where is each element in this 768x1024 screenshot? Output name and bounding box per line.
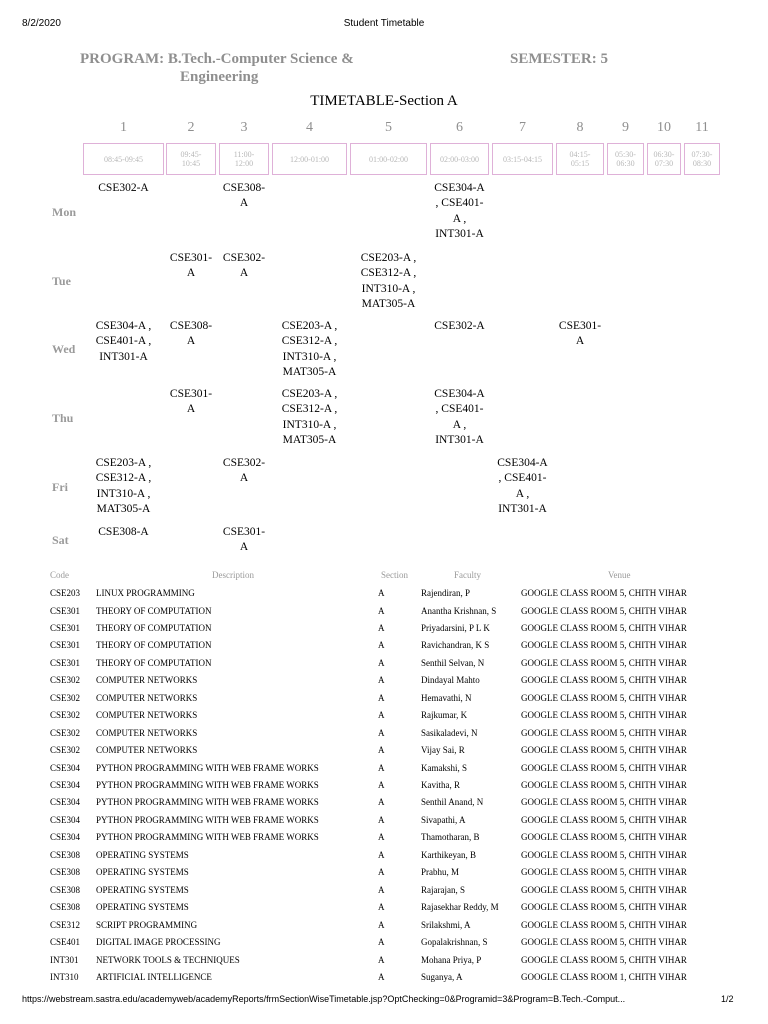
course-code: CSE304 [50, 762, 81, 773]
class-cell [83, 319, 164, 365]
course-faculty: Kavitha, R [421, 780, 460, 790]
course-section: A [378, 780, 385, 790]
class-cell-line: A [239, 472, 249, 485]
course-code: CSE308 [50, 884, 81, 895]
period-number: 10 [657, 120, 671, 135]
course-section: A [378, 727, 385, 738]
course-code: CSE308 [50, 902, 81, 913]
course-description: SCRIPT PROGRAMMING [96, 919, 198, 930]
class-cell-line: CSE301- [169, 388, 213, 400]
course-faculty: Hemavathi, N [421, 692, 472, 703]
course-description: DIGITAL IMAGE PROCESSING [96, 937, 221, 947]
course-faculty: Sasikaladevi, N [421, 727, 478, 738]
course-section: A [378, 622, 385, 633]
course-venue: GOOGLE CLASS ROOM 5, CHITH VIHAR [521, 675, 687, 686]
time-slot-label: 02:00-03:00 [439, 154, 480, 164]
time-slot [647, 143, 681, 175]
period-number: 7 [519, 120, 526, 135]
class-cell-line: A [186, 403, 196, 416]
course-faculty: Kamakshi, S [421, 762, 467, 773]
class-cell-line: MAT305-A [282, 366, 337, 379]
class-cell-line: CSE203-A , [281, 388, 338, 400]
period-number: 2 [187, 120, 195, 135]
class-cell [166, 387, 216, 418]
course-section: A [378, 849, 385, 860]
course-faculty: Senthil Anand, N [421, 797, 484, 808]
course-description: THEORY OF COMPUTATION [96, 657, 212, 668]
class-cell-line: A [239, 197, 249, 210]
course-faculty: Senthil Selvan, N [421, 657, 485, 668]
class-cell-line: CSE304-A [434, 182, 485, 194]
course-venue: GOOGLE CLASS ROOM 5, CHITH VIHAR [521, 867, 687, 878]
period-number: 3 [240, 120, 248, 135]
time-slot-label: 11:00- 12:00 [233, 150, 255, 168]
day-label: Fri [52, 480, 68, 494]
course-venue: GOOGLE CLASS ROOM 5, CHITH VIHAR [521, 919, 687, 930]
course-description: OPERATING SYSTEMS [96, 849, 189, 860]
course-venue: GOOGLE CLASS ROOM 5, CHITH VIHAR [521, 832, 687, 843]
course-faculty: Ravichandran, K S [421, 640, 490, 651]
time-slot [492, 143, 553, 175]
course-venue: GOOGLE CLASS ROOM 5, CHITH VIHAR [521, 797, 687, 808]
course-code: CSE301 [50, 605, 81, 616]
course-faculty: Anantha Krishnan, S [421, 605, 497, 616]
course-code: CSE304 [50, 814, 81, 825]
course-description: THEORY OF COMPUTATION [96, 640, 212, 651]
class-cell [83, 181, 164, 196]
course-faculty: Mohana Priya, P [421, 954, 482, 965]
course-section: A [378, 605, 385, 616]
class-cell-line: INT310-A , [96, 487, 151, 500]
period-number: 8 [576, 120, 584, 135]
course-venue: GOOGLE CLASS ROOM 5, CHITH VIHAR [521, 640, 687, 651]
course-venue: GOOGLE CLASS ROOM 5, CHITH VIHAR [521, 622, 687, 633]
day-label: Mon [52, 205, 76, 219]
course-description: NETWORK TOOLS & TECHNIQUES [96, 954, 240, 965]
course-description: LINUX PROGRAMMING [96, 588, 195, 598]
class-cell-line: INT301-A [99, 350, 148, 363]
course-description: COMPUTER NETWORKS [96, 675, 198, 686]
class-cell-line: CSE302- [222, 457, 266, 469]
course-description: OPERATING SYSTEMS [96, 884, 189, 895]
course-description: OPERATING SYSTEMS [96, 902, 189, 913]
course-description: COMPUTER NETWORKS [96, 710, 198, 721]
class-cell [166, 319, 216, 350]
course-code: CSE302 [50, 745, 81, 755]
course-section: A [378, 937, 385, 947]
class-cell [166, 251, 216, 282]
time-slot-label: 08:45-09:45 [103, 154, 144, 164]
class-cell-line: A , [452, 418, 467, 431]
class-cell-line: CSE203-A , [360, 252, 417, 264]
time-slot-label: 05:30- 06:30 [615, 150, 636, 168]
class-cell-line: CSE312-A , [281, 335, 338, 348]
class-cell [219, 456, 269, 487]
page-number: 1/2 [721, 994, 734, 1004]
time-slot [83, 143, 164, 175]
period-number: 5 [385, 120, 392, 135]
class-cell-line: CSE308-A [98, 526, 149, 538]
course-description: PYTHON PROGRAMMING WITH WEB FRAME WORKS [96, 780, 319, 790]
timetable-title: TIMETABLE-Section A [310, 93, 458, 109]
class-cell-line: A [239, 541, 249, 554]
class-cell [83, 456, 164, 518]
course-faculty: Rajarajan, S [421, 884, 465, 895]
course-description: COMPUTER NETWORKS [96, 745, 198, 755]
course-faculty: Vijay Sai, R [421, 745, 465, 755]
class-cell [83, 525, 164, 540]
class-cell-line: A [186, 335, 196, 348]
class-cell-line: CSE301- [222, 526, 266, 538]
day-label: Wed [52, 342, 76, 356]
course-faculty: Priyadarsini, P L K [421, 622, 490, 633]
course-venue: GOOGLE CLASS ROOM 5, CHITH VIHAR [521, 902, 687, 913]
time-slot [166, 143, 216, 175]
course-venue: GOOGLE CLASS ROOM 5, CHITH VIHAR [521, 814, 687, 825]
class-cell [219, 251, 269, 282]
class-cell-line: CSE302- [222, 252, 266, 264]
class-cell-line: INT301-A [498, 503, 547, 516]
course-venue: GOOGLE CLASS ROOM 5, CHITH VIHAR [521, 692, 687, 703]
time-slot-label: 04:15- 05:15 [569, 150, 591, 168]
course-venue: GOOGLE CLASS ROOM 5, CHITH VIHAR [521, 762, 687, 773]
course-code: CSE401 [50, 937, 81, 947]
header-code: Code [50, 570, 69, 580]
class-cell [430, 181, 489, 243]
course-code: CSE301 [50, 640, 81, 651]
class-cell [556, 319, 604, 350]
class-cell [350, 251, 427, 313]
course-code: CSE301 [50, 657, 81, 668]
course-section: A [378, 954, 385, 965]
class-cell [219, 525, 269, 556]
course-code: CSE304 [50, 780, 81, 790]
day-label: Sat [52, 533, 69, 547]
program-line2: Engineering [180, 69, 259, 85]
course-code: INT310 [50, 971, 79, 982]
course-code: CSE304 [50, 797, 81, 808]
print-title: Student Timetable [343, 18, 425, 29]
class-cell-line: INT301-A [435, 434, 484, 447]
course-section: A [378, 884, 385, 895]
course-faculty: Sivapathi, A [421, 814, 466, 825]
course-code: CSE302 [50, 692, 81, 703]
time-slot-label: 01:00-02:00 [368, 154, 409, 164]
course-code: CSE308 [50, 849, 81, 860]
period-number: 9 [622, 120, 629, 135]
header-faculty: Faculty [454, 570, 481, 580]
class-cell-line: , CSE401- [498, 472, 547, 485]
time-slot [556, 143, 604, 175]
course-venue: GOOGLE CLASS ROOM 5, CHITH VIHAR [521, 849, 687, 860]
class-cell-line: CSE304-A [497, 457, 548, 469]
class-cell-line: CSE203-A , [281, 320, 338, 332]
course-description: PYTHON PROGRAMMING WITH WEB FRAME WORKS [96, 797, 319, 808]
course-section: A [378, 971, 385, 982]
time-slot-label: 06:30- 07:30 [653, 150, 675, 168]
class-cell-line: A , [515, 487, 530, 500]
course-description: THEORY OF COMPUTATION [96, 605, 212, 616]
course-description: PYTHON PROGRAMMING WITH WEB FRAME WORKS [96, 762, 319, 773]
course-venue: GOOGLE CLASS ROOM 5, CHITH VIHAR [521, 605, 687, 616]
time-slot [272, 143, 347, 175]
class-cell [272, 319, 347, 381]
class-cell-line: INT310-A , [361, 282, 416, 295]
course-venue: GOOGLE CLASS ROOM 5, CHITH VIHAR [521, 588, 687, 598]
class-cell-line: CSE312-A , [360, 267, 417, 280]
program-line1: PROGRAM: B.Tech.-Computer Science & [80, 51, 354, 67]
time-slot [607, 143, 644, 175]
course-code: CSE304 [50, 832, 81, 843]
class-cell-line: A [239, 267, 249, 280]
course-section: A [378, 640, 385, 651]
course-faculty: Karthikeyan, B [421, 849, 476, 860]
class-cell-line: CSE302-A [434, 320, 485, 332]
class-cell-line: CSE308- [169, 320, 213, 332]
period-number: 1 [120, 120, 127, 135]
course-venue: GOOGLE CLASS ROOM 5, CHITH VIHAR [521, 954, 687, 965]
period-number: 11 [695, 120, 709, 135]
course-faculty: Rajasekhar Reddy, M [421, 902, 499, 913]
course-description: PYTHON PROGRAMMING WITH WEB FRAME WORKS [96, 832, 319, 843]
class-cell-line: MAT305-A [282, 434, 337, 447]
course-code: CSE308 [50, 867, 81, 878]
time-slot-label: 09:45- 10:45 [180, 150, 202, 168]
day-label: Thu [52, 411, 74, 425]
course-faculty: Rajendiran, P [421, 588, 470, 598]
course-section: A [378, 588, 385, 598]
class-cell-line: CSE301- [169, 252, 213, 264]
class-cell-line: MAT305-A [361, 298, 416, 311]
course-section: A [378, 867, 385, 878]
header-venue: Venue [608, 570, 631, 580]
class-cell-line: INT310-A , [282, 418, 337, 431]
print-date: 8/2/2020 [22, 18, 61, 29]
course-section: A [378, 797, 385, 808]
course-description: ARTIFICIAL INTELLIGENCE [96, 971, 212, 982]
class-cell-line: CSE312-A , [95, 472, 152, 485]
class-cell-line: INT301-A [435, 228, 484, 241]
page-url[interactable]: https://webstream.sastra.edu/academyweb/academyReports/frmSectionWiseTimetable.jsp?OptChecking=0&Programid=3&Program=B.Tech.-Comput... [22, 994, 626, 1004]
class-cell-line: CSE301- [558, 320, 602, 332]
class-cell [219, 181, 269, 212]
course-venue: GOOGLE CLASS ROOM 5, CHITH VIHAR [521, 745, 687, 755]
course-section: A [378, 745, 385, 755]
course-venue: GOOGLE CLASS ROOM 5, CHITH VIHAR [521, 657, 687, 668]
class-cell [492, 456, 553, 518]
course-description: PYTHON PROGRAMMING WITH WEB FRAME WORKS [96, 814, 319, 825]
course-section: A [378, 675, 385, 686]
course-description: COMPUTER NETWORKS [96, 727, 198, 738]
course-venue: GOOGLE CLASS ROOM 5, CHITH VIHAR [521, 710, 687, 721]
course-description: OPERATING SYSTEMS [96, 867, 189, 878]
class-cell-line: CSE401-A , [95, 335, 152, 348]
course-venue: GOOGLE CLASS ROOM 5, CHITH VIHAR [521, 727, 687, 738]
course-faculty: Rajkumar, K [421, 710, 468, 721]
course-faculty: Dindayal Mahto [421, 675, 480, 686]
course-section: A [378, 710, 385, 721]
class-cell-line: , CSE401- [435, 403, 484, 416]
course-faculty: Thamotharan, B [421, 832, 480, 843]
course-faculty: Prabhu, M [421, 867, 459, 878]
class-cell-line: , CSE401- [435, 197, 484, 210]
class-cell-line: CSE203-A , [95, 457, 152, 469]
course-section: A [378, 902, 385, 913]
class-cell [430, 319, 489, 334]
class-cell-line: A [575, 335, 585, 348]
course-venue: GOOGLE CLASS ROOM 1, CHITH VIHAR [521, 971, 687, 982]
day-label: Tue [52, 274, 71, 288]
course-code: INT301 [50, 954, 79, 965]
header-section: Section [381, 570, 408, 580]
course-section: A [378, 762, 385, 773]
course-faculty: Gopalakrishnan, S [421, 937, 488, 947]
course-venue: GOOGLE CLASS ROOM 5, CHITH VIHAR [521, 937, 687, 947]
semester-label: SEMESTER: 5 [510, 51, 608, 67]
time-slot [350, 143, 427, 175]
class-cell-line: CSE308- [222, 182, 266, 194]
course-description: COMPUTER NETWORKS [96, 692, 198, 703]
course-code: CSE203 [50, 588, 81, 598]
class-cell-line: INT310-A , [282, 350, 337, 363]
class-cell-line: MAT305-A [96, 503, 151, 516]
class-cell-line: CSE304-A [434, 388, 485, 400]
time-slot [430, 143, 489, 175]
class-cell-line: CSE304-A , [95, 320, 152, 332]
course-code: CSE302 [50, 675, 81, 686]
class-cell-line: CSE312-A , [281, 403, 338, 416]
time-slot-label: 07:30- 08:30 [691, 150, 713, 168]
course-description: THEORY OF COMPUTATION [96, 622, 212, 633]
course-code: CSE302 [50, 710, 81, 721]
course-code: CSE312 [50, 919, 81, 930]
class-cell-line: A , [452, 212, 467, 225]
time-slot-label: 12:00-01:00 [289, 154, 330, 164]
period-number: 4 [306, 120, 313, 135]
course-section: A [378, 814, 385, 825]
course-code: CSE302 [50, 727, 81, 738]
course-venue: GOOGLE CLASS ROOM 5, CHITH VIHAR [521, 780, 687, 790]
course-section: A [378, 832, 385, 843]
class-cell [272, 387, 347, 449]
course-section: A [378, 692, 385, 703]
time-slot [219, 143, 269, 175]
course-venue: GOOGLE CLASS ROOM 5, CHITH VIHAR [521, 884, 687, 895]
period-number: 6 [456, 120, 463, 135]
course-faculty: Suganya, A [421, 971, 463, 982]
class-cell-line: A [186, 267, 196, 280]
time-slot-label: 03:15-04:15 [502, 154, 543, 164]
course-code: CSE301 [50, 622, 81, 633]
program-label [80, 50, 354, 86]
course-faculty: Srilakshmi, A [421, 919, 471, 930]
class-cell-line: CSE302-A [98, 182, 149, 194]
class-cell [430, 387, 489, 449]
course-section: A [378, 657, 385, 668]
header-description: Description [212, 570, 254, 580]
time-slot [684, 143, 720, 175]
course-section: A [378, 919, 385, 930]
